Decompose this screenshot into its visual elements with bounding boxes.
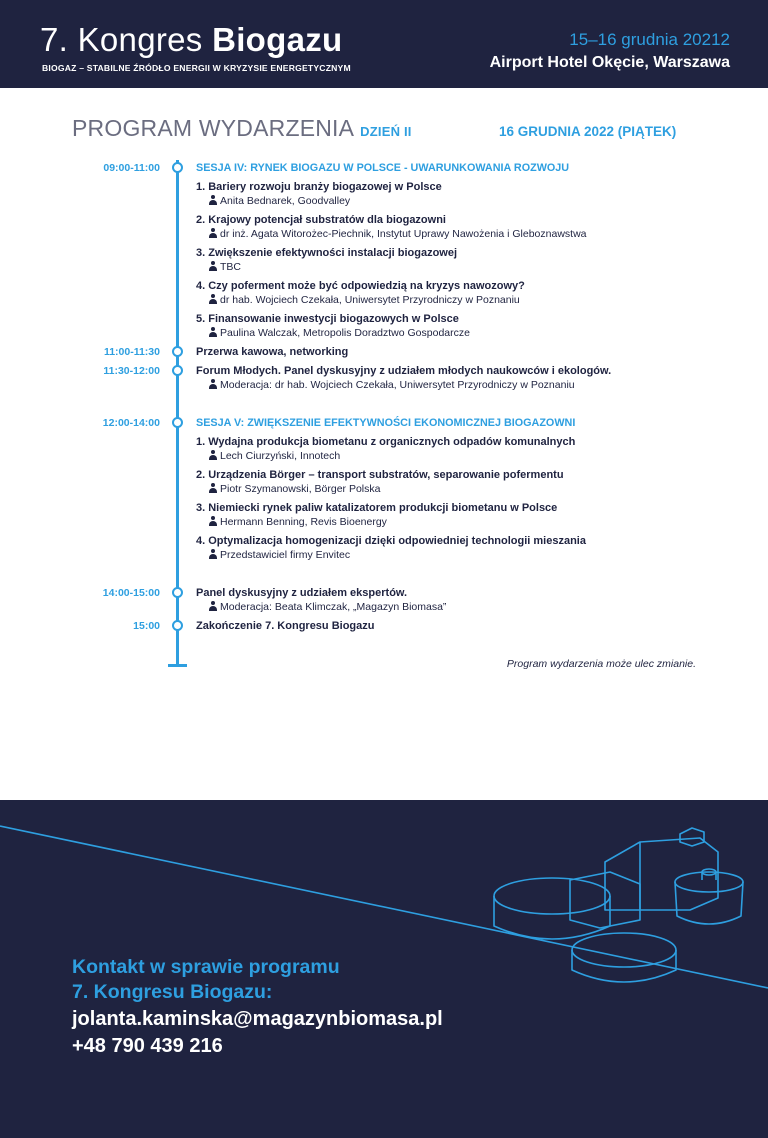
speaker-name: Moderacja: dr hab. Wojciech Czekała, Uniwersytet Przyrodniczy w Poznaniu [220, 379, 575, 391]
person-icon [208, 379, 217, 389]
agenda-item-speaker [208, 294, 520, 306]
speaker-name: dr inż. Agata Witorożec-Piechnik, Instytut Uprawy Nawożenia i Gleboznawstwa [220, 228, 587, 240]
speaker-name: Moderacja: Beata Klimczak, „Magazyn Biomasa” [220, 601, 447, 613]
program-date: 16 GRUDNIA 2022 (PIĄTEK) [499, 124, 677, 139]
contact-title-line-1: Kontakt w sprawie programu [72, 956, 340, 978]
event-title [40, 20, 343, 60]
event-subtitle: BIOGAZ – STABILNE ŹRÓDŁO ENERGII W KRYZYSIE ENERGETYCZNYM [42, 63, 351, 73]
speaker-name: Piotr Szymanowski, Börger Polska [220, 483, 381, 495]
contact-email[interactable]: jolanta.kaminska@magazynbiomasa.pl [72, 1008, 443, 1030]
speaker-name: Lech Ciurzyński, Innotech [220, 450, 341, 462]
person-icon [208, 549, 217, 559]
timeline-dot [172, 346, 183, 357]
program-change-note: Program wydarzenia może ulec zmianie. [506, 658, 696, 670]
forum-moderator [208, 379, 575, 391]
agenda-item-title: 3. Niemiecki rynek paliw katalizatorem produkcji biometanu w Polsce [196, 502, 558, 514]
session-5-title: SESJA V: ZWIĘKSZENIE EFEKTYWNOŚCI EKONOMICZNEJ BIOGAZOWNI [196, 417, 576, 429]
agenda-item-speaker [208, 450, 340, 462]
agenda-item-speaker [208, 195, 350, 207]
timeline-dot [172, 162, 183, 173]
time-session-4: 09:00-11:00 [103, 162, 160, 174]
agenda-item-speaker [208, 516, 387, 528]
agenda-item-speaker [208, 483, 380, 495]
agenda-item-speaker [208, 228, 587, 240]
agenda-item-title: 4. Czy poferment może być odpowiedzią na kryzys nawozowy? [196, 280, 525, 292]
agenda-item-speaker [208, 261, 241, 273]
agenda-item-title: 3. Zwiększenie efektywności instalacji biogazowej [196, 247, 458, 259]
break-title: Przerwa kawowa, networking [196, 346, 349, 358]
person-icon [208, 601, 217, 611]
event-date: 15–16 grudnia 20212 [569, 30, 730, 49]
person-icon [208, 516, 217, 526]
person-icon [208, 327, 217, 337]
header-banner [0, 0, 768, 88]
closing-title: Zakończenie 7. Kongresu Biogazu [196, 620, 375, 632]
time-closing: 15:00 [133, 620, 160, 632]
person-icon [208, 450, 217, 460]
speaker-name: dr hab. Wojciech Czekała, Uniwersytet Przyrodniczy w Poznaniu [220, 294, 520, 306]
program-heading-text: PROGRAM WYDARZENIA [72, 115, 355, 141]
time-forum: 11:30-12:00 [103, 365, 160, 377]
timeline-dot [172, 620, 183, 631]
speaker-name: Paulina Walczak, Metropolis Doradztwo Gospodarcze [220, 327, 470, 339]
person-icon [208, 228, 217, 238]
event-venue: Airport Hotel Okęcie, Warszawa [489, 54, 730, 71]
event-title-light: 7. Kongres [40, 21, 213, 58]
speaker-name: Hermann Benning, Revis Bioenergy [220, 516, 387, 528]
panel-moderator [208, 601, 446, 613]
speaker-name: Przedstawiciel firmy Envitec [220, 549, 351, 561]
person-icon [208, 261, 217, 271]
timeline-dot [172, 587, 183, 598]
speaker-name: TBC [220, 261, 241, 273]
agenda-item-title: 1. Wydajna produkcja biometanu z organicznych odpadów komunalnych [196, 436, 576, 448]
session-4-title: SESJA IV: RYNEK BIOGAZU W POLSCE - UWARUNKOWANIA ROZWOJU [196, 162, 570, 174]
contact-title [72, 955, 340, 1005]
program-heading [72, 115, 412, 142]
contact-title-line-2: 7. Kongresu Biogazu: [72, 981, 273, 1003]
speaker-name: Anita Bednarek, Goodvalley [220, 195, 351, 207]
agenda-item-speaker [208, 327, 470, 339]
program-day: DZIEŃ II [360, 124, 412, 139]
time-panel: 14:00-15:00 [102, 587, 160, 599]
time-break: 11:00-11:30 [103, 346, 160, 358]
timeline-end-cap [168, 664, 187, 667]
forum-title: Forum Młodych. Panel dyskusyjny z udziałem młodych naukowców i ekologów. [196, 365, 612, 377]
agenda-item-title: 4. Optymalizacja homogenizacji dzięki odpowiedniej technologii mieszania [196, 535, 586, 547]
contact-phone[interactable]: +48 790 439 216 [72, 1035, 223, 1057]
time-session-5: 12:00-14:00 [102, 417, 160, 429]
agenda-item-title: 2. Urządzenia Börger – transport substratów, separowanie pofermentu [196, 469, 564, 481]
agenda-item-title: 5. Finansowanie inwestycji biogazowych w Polsce [196, 313, 459, 325]
agenda-item-title: 1. Bariery rozwoju branży biogazowej w Polsce [196, 181, 442, 193]
event-title-bold: Biogazu [212, 21, 343, 58]
agenda-item-speaker [208, 549, 350, 561]
timeline-dot [172, 365, 183, 376]
person-icon [208, 483, 217, 493]
agenda-item-title: 2. Krajowy potencjał substratów dla biogazowni [196, 214, 446, 226]
person-icon [208, 195, 217, 205]
timeline-dot [172, 417, 183, 428]
panel-title: Panel dyskusyjny z udziałem ekspertów. [196, 587, 408, 599]
person-icon [208, 294, 217, 304]
